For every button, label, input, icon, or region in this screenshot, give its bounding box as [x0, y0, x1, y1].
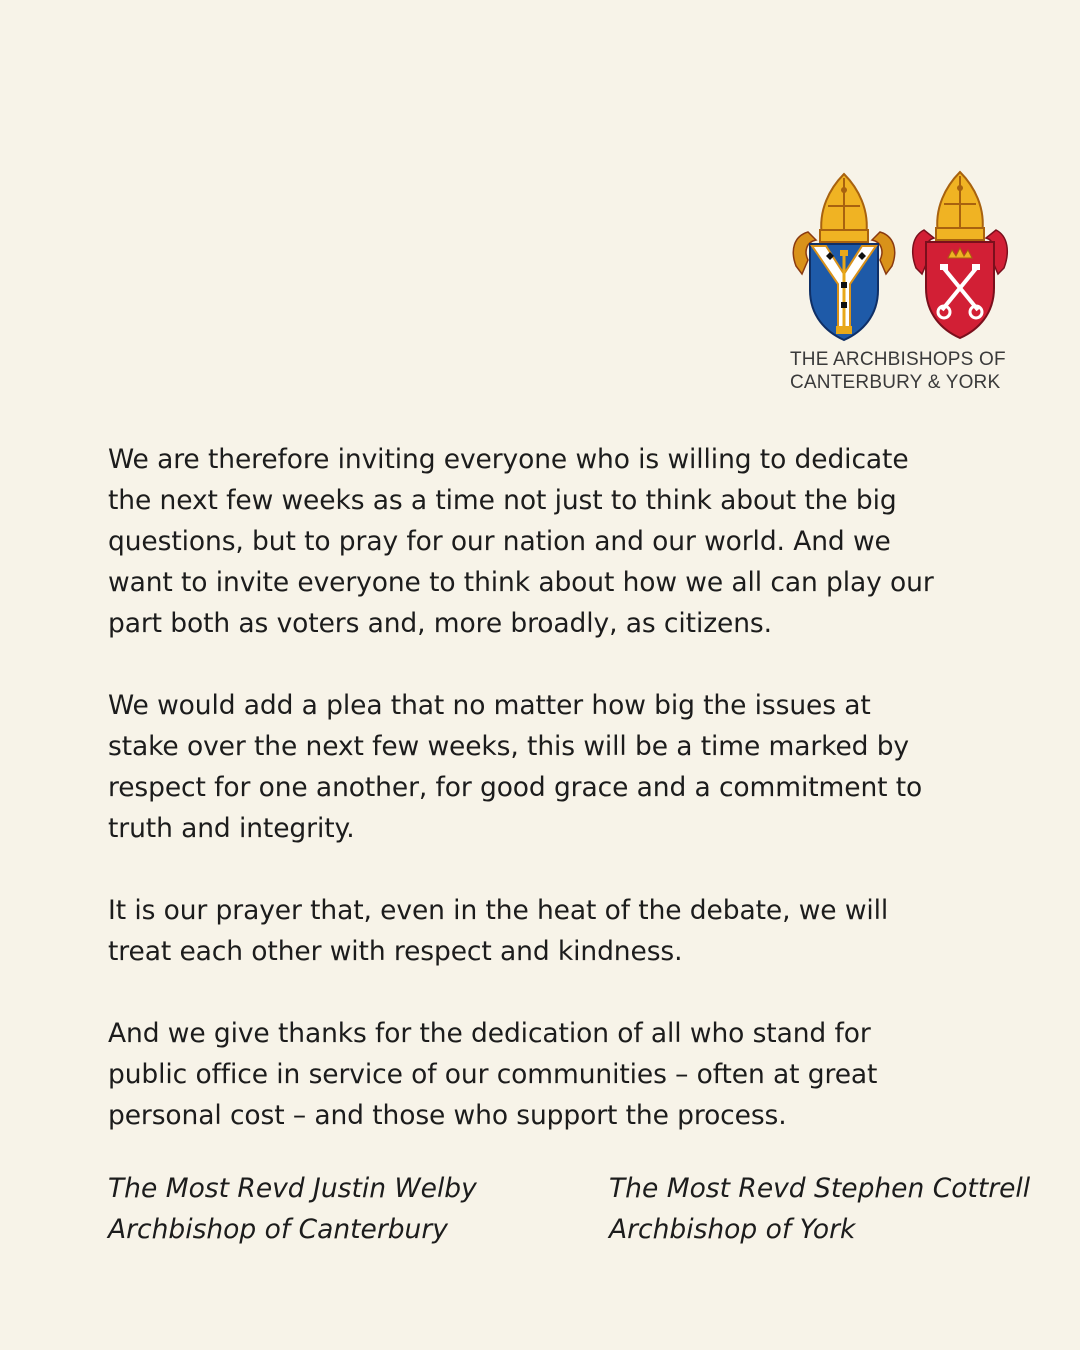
- text-line: And we give thanks for the dedication of all who stand for: [108, 1018, 871, 1049]
- crests: [786, 170, 1016, 345]
- text-line: part both as voters and, more broadly, as citizens.: [108, 608, 772, 639]
- paragraph: [108, 1013, 988, 1136]
- signature-york: [609, 1168, 1030, 1250]
- text-line: We are therefore inviting everyone who is willing to dedicate: [108, 444, 909, 475]
- archbishops-logo: [786, 170, 1016, 400]
- text-line: public office in service of our communities – often at great: [108, 1059, 878, 1090]
- signature-canterbury: [108, 1168, 477, 1250]
- logo-wordmark: [790, 348, 1016, 394]
- logo-line-2: CANTERBURY & YORK: [790, 372, 1001, 393]
- text-line: want to invite everyone to think about how we all can play our: [108, 567, 934, 598]
- text-line: respect for one another, for good grace and a commitment to: [108, 772, 923, 803]
- text-line: questions, but to pray for our nation and our world. And we: [108, 526, 891, 557]
- text-line: treat each other with respect and kindness.: [108, 936, 683, 967]
- signatory-name: The Most Revd Justin Welby: [108, 1173, 477, 1204]
- paragraph: [108, 890, 988, 972]
- signatures: [108, 1168, 1058, 1258]
- signatory-title: Archbishop of Canterbury: [108, 1214, 448, 1245]
- text-line: truth and integrity.: [108, 813, 355, 844]
- signatory-name: The Most Revd Stephen Cottrell: [609, 1173, 1031, 1204]
- statement-body: [108, 439, 988, 1177]
- canterbury-crest-icon: [788, 170, 900, 342]
- logo-line-1: THE ARCHBISHOPS OF: [790, 349, 1006, 370]
- text-line: the next few weeks as a time not just to think about the big: [108, 485, 897, 516]
- text-line: stake over the next few weeks, this will be a time marked by: [108, 731, 910, 762]
- text-line: personal cost – and those who support the process.: [108, 1100, 787, 1131]
- paragraph: [108, 439, 988, 644]
- signatory-title: Archbishop of York: [609, 1214, 856, 1245]
- paragraph: [108, 685, 988, 849]
- text-line: It is our prayer that, even in the heat of the debate, we will: [108, 895, 889, 926]
- york-crest-icon: [910, 170, 1010, 342]
- text-line: We would add a plea that no matter how big the issues at: [108, 690, 871, 721]
